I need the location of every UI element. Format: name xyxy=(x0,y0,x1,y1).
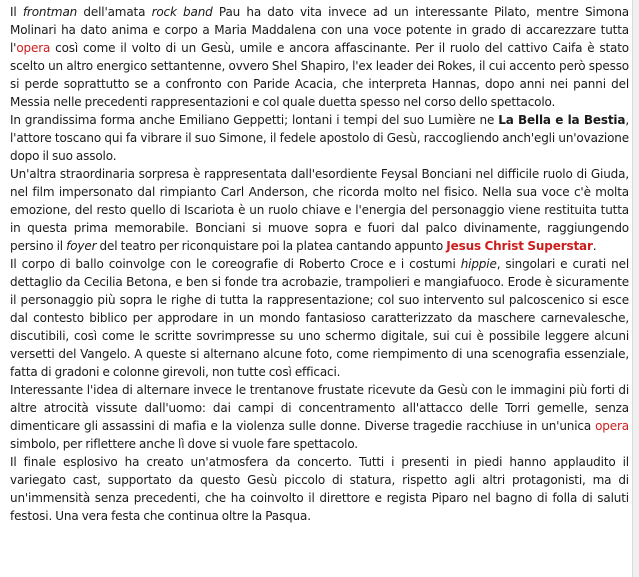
text-run: In grandissima forma anche Emiliano Geppetti; lontani i tempi del suo Lumière ne xyxy=(10,113,499,127)
italic-term: hippie xyxy=(460,257,497,271)
paragraph-geppetti xyxy=(10,111,629,165)
italic-term: foyer xyxy=(66,239,97,253)
text-run: . xyxy=(592,239,597,253)
paragraph-corpo-di-ballo xyxy=(10,255,629,381)
italic-term: rock band xyxy=(151,5,213,19)
opera-link[interactable]: opera xyxy=(16,41,51,55)
text-run: , singolari e curati nel dettaglio da Cecilia Betona, e ben si fonde tra acrobazie, trampolieri e mangiafuoco. Erode è sicuramente il personaggio più sopra le righe di tutta la rappresentazione; col suo intervento sul palcoscenico si esce dal contesto biblico per approdare in un mondo fantasioso caratterizzato da maschere carnevalesche, discutibili, così come le scritte sovrimpresse su uno schermo digitale, sui cui è possibile leggere alcuni versetti del Vangelo. A queste si alternano alcune foto, come riempimento di una scenografia essenziale, fatta di gradoni e colonne girevoli, non tutte così efficaci. xyxy=(10,257,629,379)
text-run: Il xyxy=(10,5,23,19)
paragraph-bonciani xyxy=(10,165,629,255)
text-run: simbolo, per riflettere anche lì dove si vuole fare spettacolo. xyxy=(10,437,358,451)
opera-link[interactable]: opera xyxy=(595,419,629,433)
paragraph-finale xyxy=(10,453,629,525)
text-run: Pau ha dato vita invece ad un interessante Pilato, mentre Simona Molinari ha dato anima e corpo a Maria Maddalena con una voce potente in grado di accarezzare tutta l' xyxy=(10,5,629,55)
text-run: Il corpo di ballo coinvolge con le coreografie di Roberto Croce e i costumi xyxy=(10,257,461,271)
bold-title: La Bella e la Bestia xyxy=(498,113,626,127)
text-run: così come il volto di un Gesù, umile e ancora affascinante. Per il ruolo del cattivo Caifa è stato scelto un altro energico settantenne, ovvero Shel Shapiro, l'ex leader dei Rokes, il cui accento però spesso si perde soprattutto se a confronto con Paride Acacia, che interpreta Hannas, dopo anni nei panni del Messia nelle precedenti rappresentazioni e col quale duetta spesso nel corso dello spettacolo. xyxy=(10,41,629,109)
italic-term: frontman xyxy=(22,5,78,19)
article-body xyxy=(10,3,629,525)
text-run: Interessante l'idea di alternare invece le trentanove frustate ricevute da Gesù con le immagini più forti di altre atrocità vissute dall'uomo: dai campi di concentramento all'attacco delle Torri gemelle, senza dimenticare gli assassini di mafia e la violenza sulle donne. Diverse tragedie racchiuse in un'unica xyxy=(10,383,629,433)
text-run: Un'altra straordinaria sorpresa è rappresentata dall'esordiente Feysal Bonciani nel difficile ruolo di Giuda, nel film impersonato dal rimpianto Carl Anderson, che ricorda molto nel fisico. Nella sua voce c'è molta emozione, del resto quello di Iscariota è un ruolo chiave e l'energia del personaggio viene restituita tutta in questa prima memorabile. Bonciani si muove sopra e fuori dal palco divinamente, raggiungendo persino il xyxy=(10,167,629,253)
scrollbar-track[interactable] xyxy=(632,0,639,577)
text-run: Il finale esplosivo ha creato un'atmosfera da concerto. Tutti i presenti in piedi hanno applaudito il variegato cast, supportato da questo Gesù piccolo di statura, rispetto agli altri protagonisti, ma di un'immensità senza precedenti, che ha coinvolto il direttore e regista Piparo nel bagno di folla di saluti festosi. Una vera festa che continua oltre la Pasqua. xyxy=(10,455,629,523)
text-run: , l'attore toscano qui fa vibrare il suo Simone, il fedele apostolo di Gesù, raccogliendo anch'egli un'ovazione dopo il suo assolo. xyxy=(10,113,629,163)
paragraph-cast-pau-molinari xyxy=(10,3,629,111)
paragraph-frustate xyxy=(10,381,629,453)
jesus-christ-superstar-link[interactable]: Jesus Christ Superstar xyxy=(446,239,593,253)
text-run: del teatro per riconquistare poi la platea cantando appunto xyxy=(96,239,447,253)
text-run: dell'amata xyxy=(77,5,152,19)
